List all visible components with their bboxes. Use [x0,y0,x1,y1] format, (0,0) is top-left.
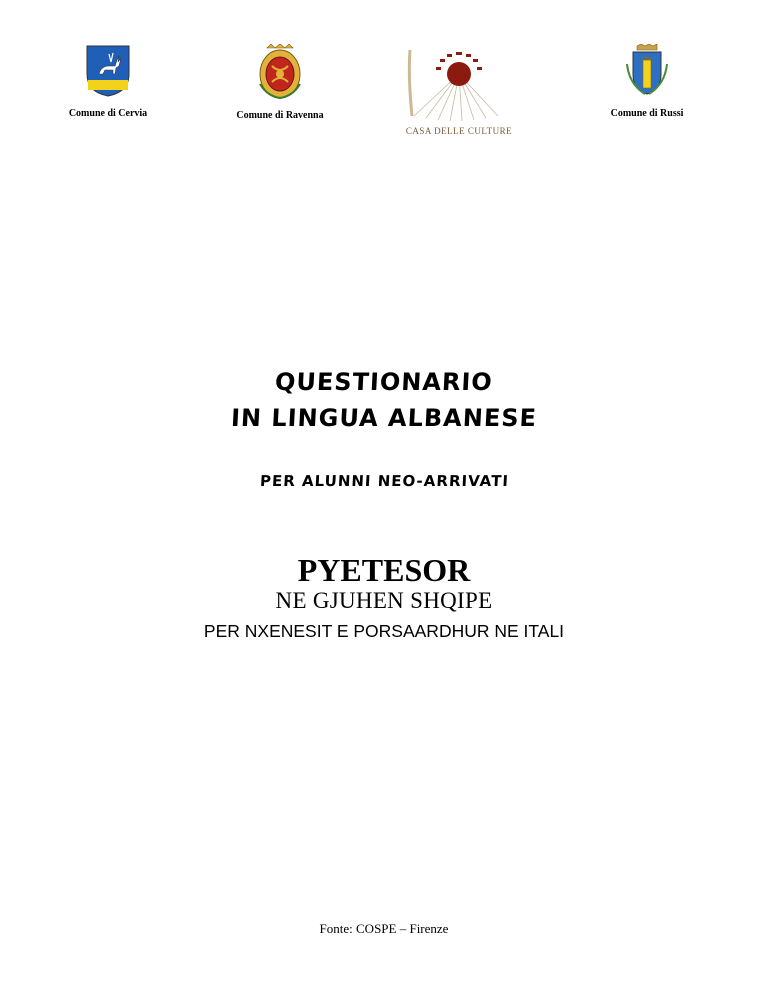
title-pyetesor: PYETESOR [297,552,471,588]
logo-caption-ravenna: Comune di Ravenna [236,110,324,121]
logo-caption-casa: CASA DELLE CULTURE [405,126,513,136]
title-lingua-albanese [0,404,768,433]
logo-comune-ravenna [205,44,355,121]
subtitle-it-text: PER ALUNNI NEO-ARRIVATI [259,472,509,490]
ravenna-coat-of-arms-icon [257,44,303,100]
title-nxenesit: PER NXENESIT E PORSAARDHUR NE ITALI [203,621,565,641]
russi-coat-of-arms-icon [623,44,671,98]
logo-comune-cervia [33,44,183,119]
title-it-line2: IN LINGUA ALBANESE [230,404,538,432]
cervia-coat-of-arms-icon [85,44,131,98]
title-gjuhen-shqipe: NE GJUHEN SHQIPE [275,588,493,613]
title-it-line1: QUESTIONARIO [274,368,494,396]
footer-source: Fonte: COSPE – Firenze [319,921,449,936]
logo-caption-cervia: Comune di Cervia [68,108,148,119]
logo-caption-russi: Comune di Russi [610,108,684,119]
casa-delle-culture-logo [404,46,514,124]
title-questionario [0,368,768,397]
logo-casa-delle-culture [384,46,534,136]
logo-comune-russi [572,44,722,119]
subtitle-alunni [0,472,768,491]
